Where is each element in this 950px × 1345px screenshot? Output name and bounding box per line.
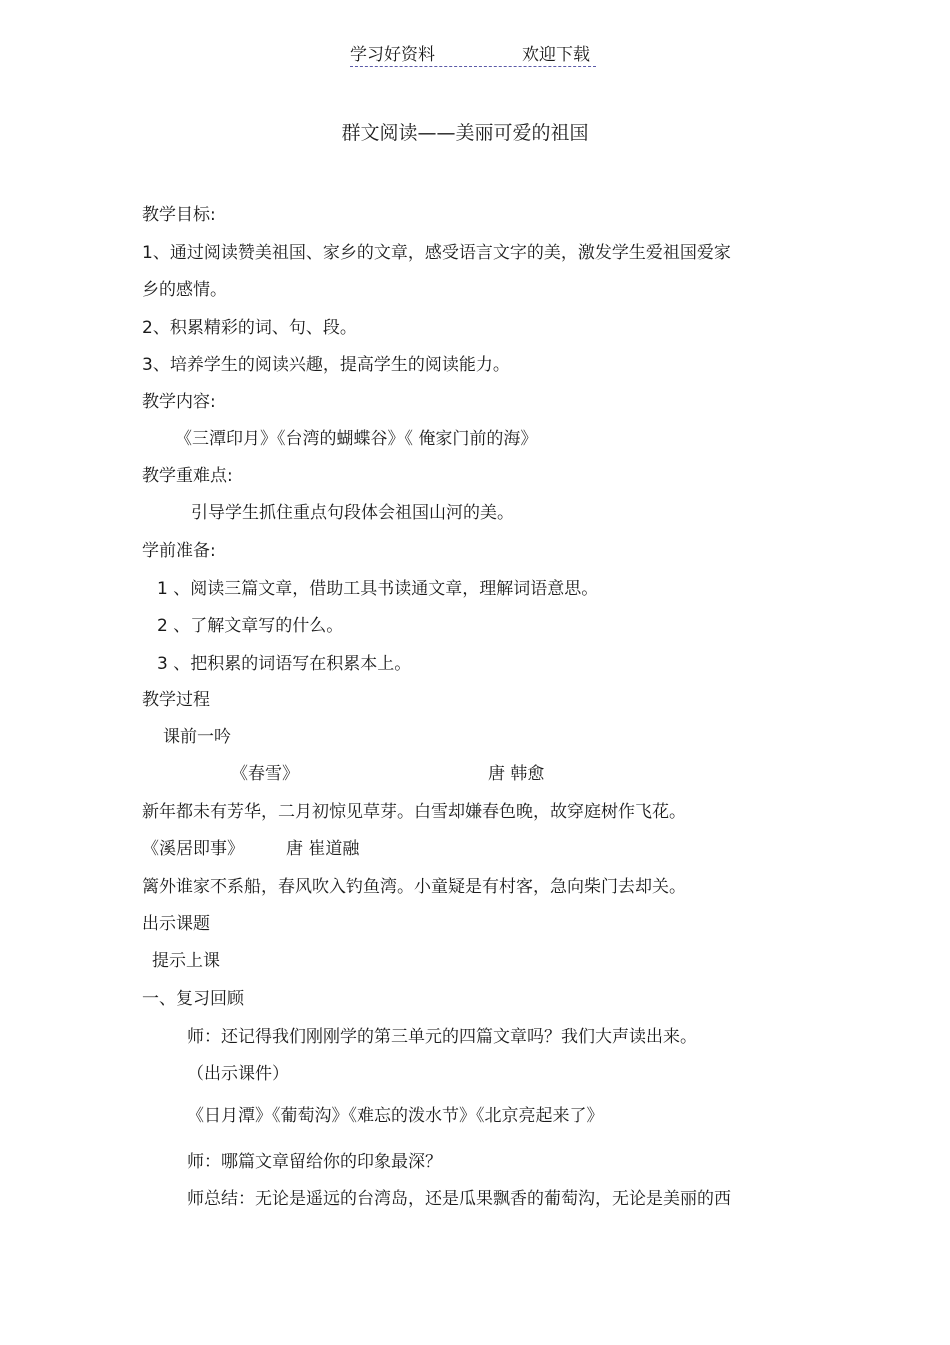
- preparation-item-1: 1 、阅读三篇文章，借助工具书读通文章，理解词语意思。: [157, 579, 599, 599]
- header-left-text: 学习好资料: [350, 45, 435, 65]
- teacher-line-2: 师：哪篇文章留给你的印象最深？: [187, 1152, 442, 1172]
- section-heading-key-points: 教学重难点:: [142, 466, 233, 486]
- document-title: 群文阅读——美丽可爱的祖国: [341, 122, 589, 144]
- unit-articles-list: 《日月潭》《葡萄沟》《难忘的泼水节》《北京亮起来了》: [187, 1106, 604, 1126]
- objective-3: 3、培养学生的阅读兴趣，提高学生的阅读能力。: [142, 355, 510, 375]
- section-heading-process: 教学过程: [142, 690, 210, 710]
- section-heading-content: 教学内容:: [142, 392, 216, 412]
- key-points-text: 引导学生抓住重点句段体会祖国山河的美。: [191, 503, 514, 523]
- objective-1-line-1: 1、通过阅读赞美祖国、家乡的文章，感受语言文字的美，激发学生爱祖国爱家: [142, 243, 731, 263]
- poem-1-author: 唐 韩愈: [488, 764, 545, 784]
- courseware-note: （出示课件）: [187, 1064, 289, 1084]
- poem-1-title: 《春雪》: [231, 764, 299, 784]
- review-heading: 一、复习回顾: [142, 989, 244, 1009]
- poem-2-author: 唐 崔道融: [286, 839, 360, 859]
- objective-1-line-2: 乡的感情。: [142, 280, 227, 300]
- pre-class-recital-label: 课前一吟: [163, 727, 231, 747]
- section-heading-objectives: 教学目标:: [142, 205, 216, 225]
- header-right-text: 欢迎下载: [522, 45, 590, 65]
- page-header: [350, 40, 596, 67]
- preparation-item-3: 3 、把积累的词语写在积累本上。: [157, 654, 412, 674]
- section-heading-preparation: 学前准备:: [142, 541, 216, 561]
- teacher-line-1: 师：还记得我们刚刚学的第三单元的四篇文章吗？我们大声读出来。: [187, 1027, 697, 1047]
- poem-2-text: 篱外谁家不系船，春风吹入钓鱼湾。小童疑是有村客，急向柴门去却关。: [142, 877, 686, 897]
- objective-2: 2、积累精彩的词、句、段。: [142, 318, 357, 338]
- show-topic-label: 出示课题: [142, 914, 210, 934]
- start-class-label: 提示上课: [152, 951, 220, 971]
- preparation-item-2: 2 、了解文章写的什么。: [157, 616, 344, 636]
- content-text-list: 《三潭印月》《台湾的蝴蝶谷》《 俺家门前的海》: [175, 429, 538, 449]
- teacher-summary: 师总结：无论是遥远的台湾岛，还是瓜果飘香的葡萄沟，无论是美丽的西: [187, 1189, 731, 1209]
- poem-1-text: 新年都未有芳华，二月初惊见草芽。白雪却嫌春色晚，故穿庭树作飞花。: [142, 802, 686, 822]
- poem-2-title: 《溪居即事》: [142, 839, 244, 859]
